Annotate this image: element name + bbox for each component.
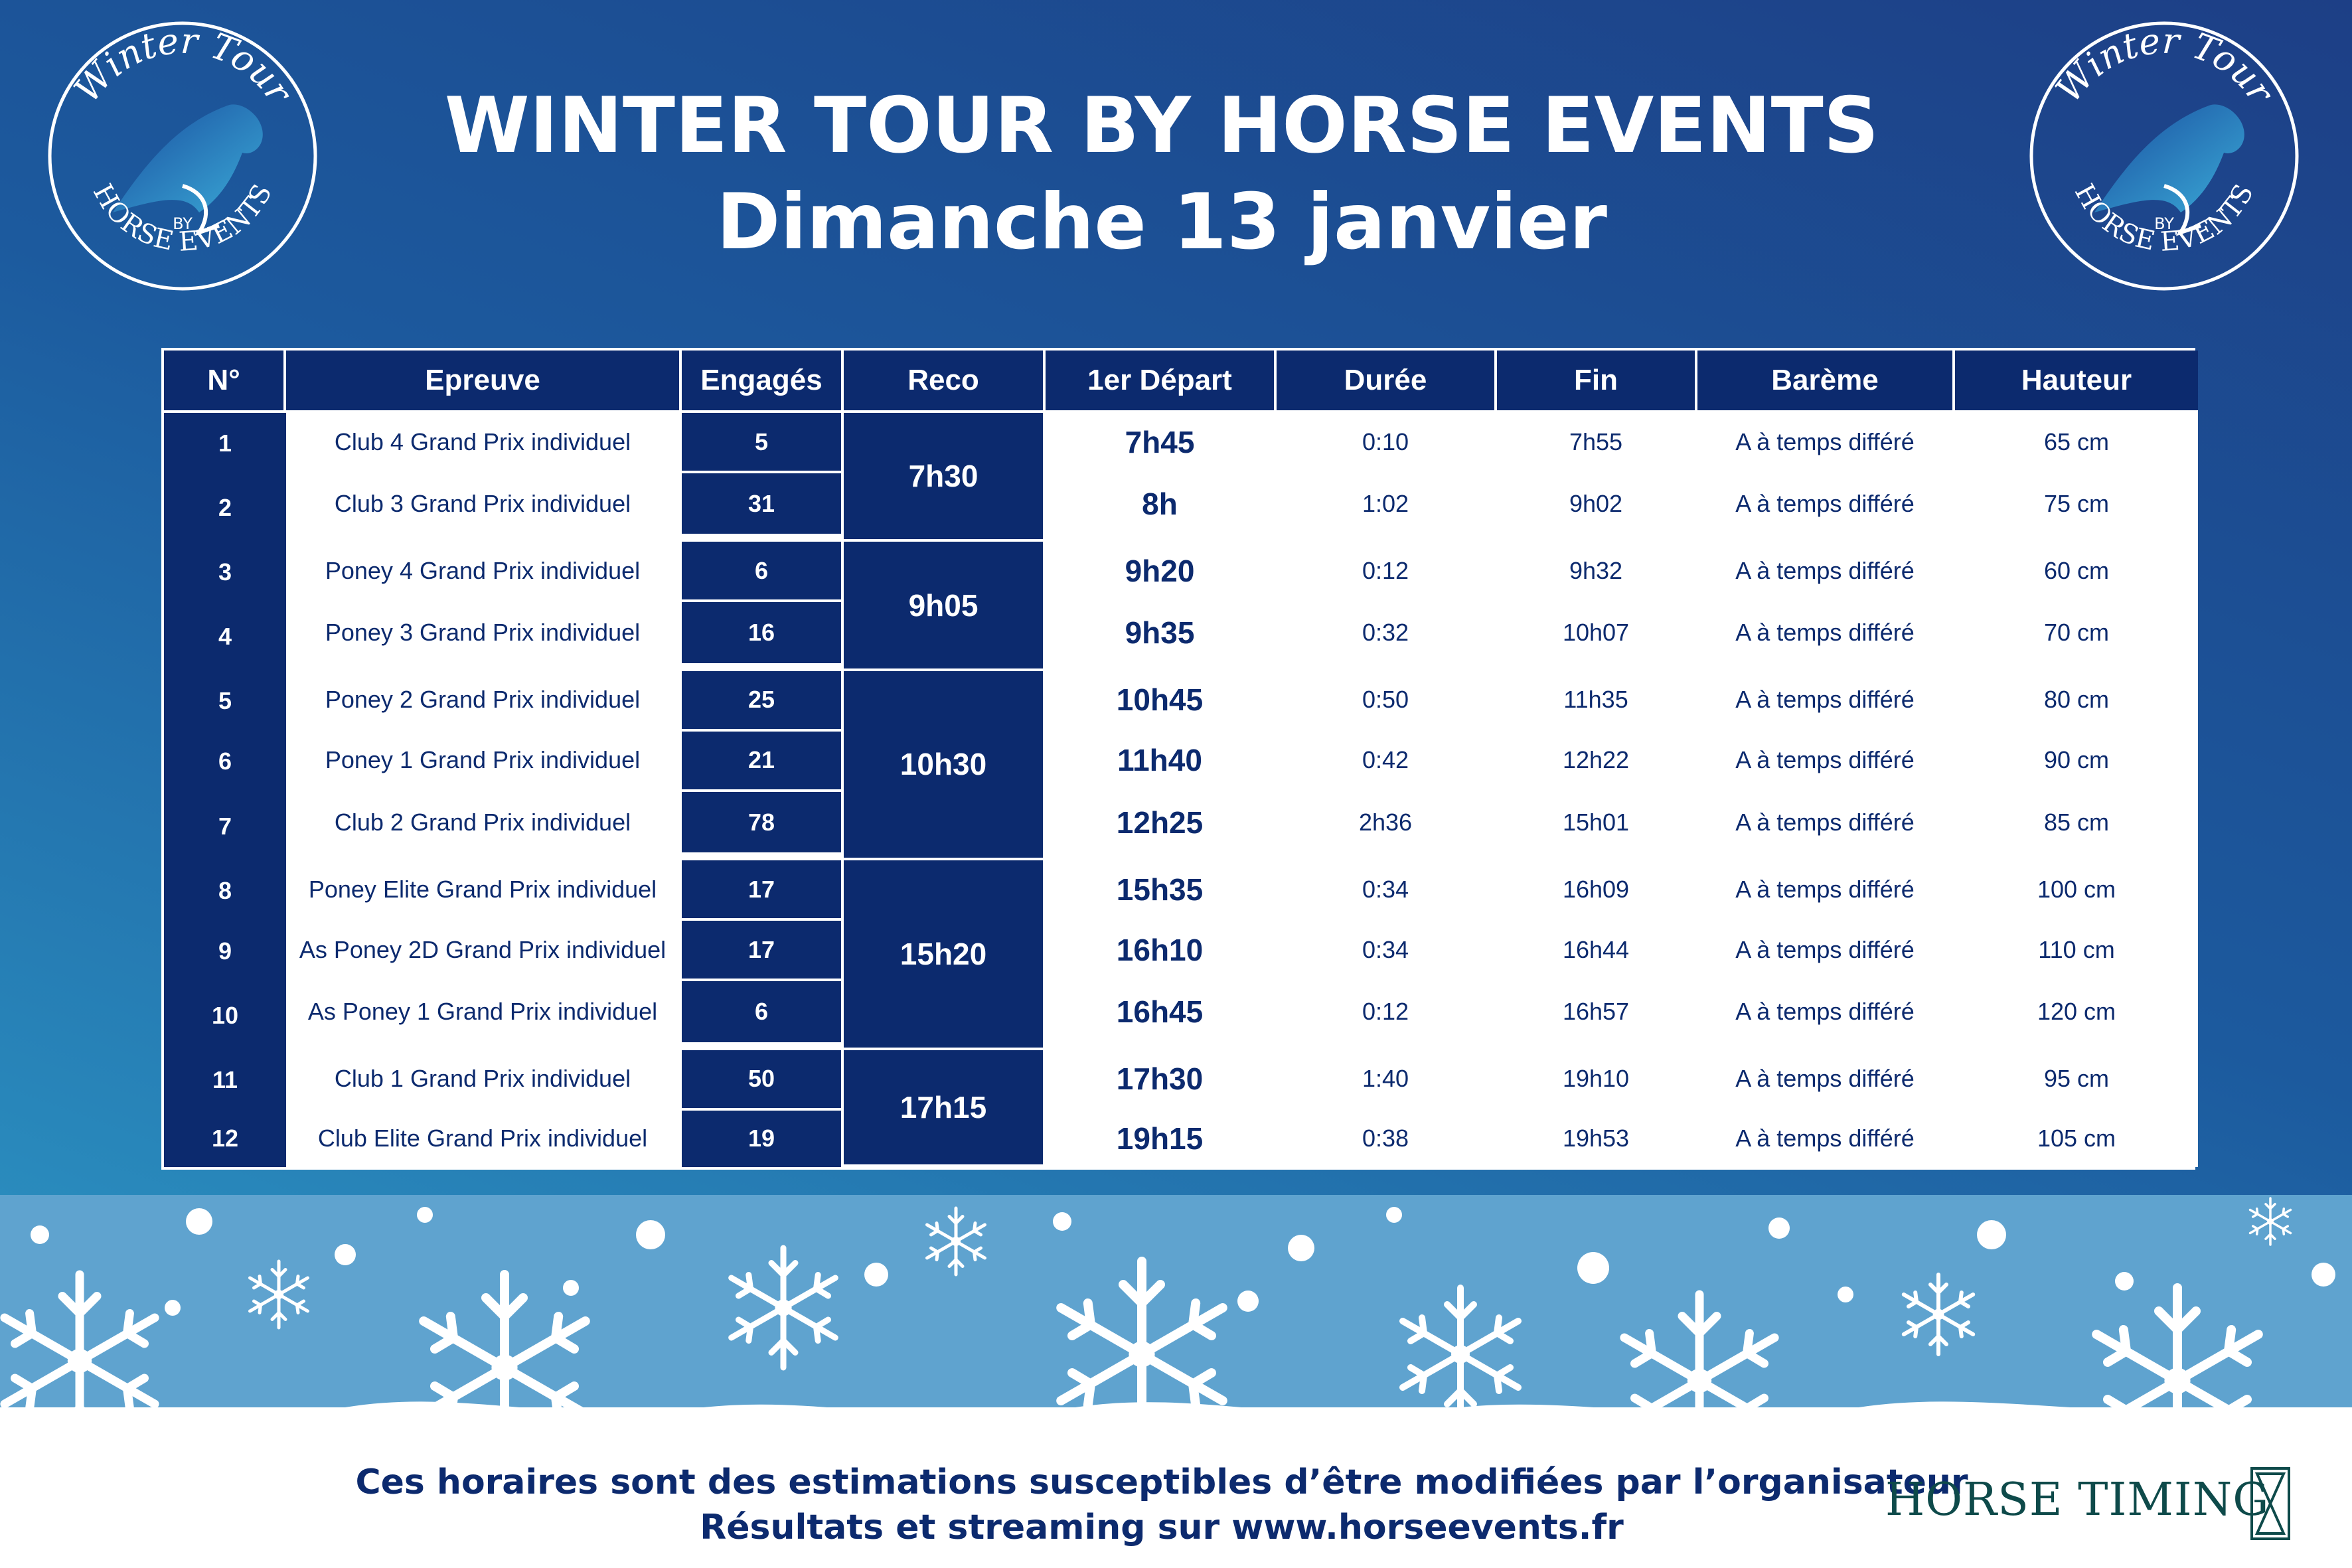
cell-bareme: A à temps différé [1697,671,1955,732]
cell-bareme: A à temps différé [1697,860,1955,921]
table-row [164,413,2198,473]
table-row [164,860,2198,921]
winter-tour-logo-left [40,13,325,299]
cell-reco: 7h30 [844,413,1046,542]
cell-fin: 11h35 [1497,671,1697,732]
cell-num: 5 [164,671,286,732]
cell-epreuve: As Poney 2D Grand Prix individuel [286,921,682,981]
cell-depart: 7h45 [1046,413,1277,473]
horse-head-icon [2094,104,2244,212]
header-reco: Reco [844,351,1046,413]
header-hauteur: Hauteur [1955,351,2198,413]
schedule-table [161,348,2195,1170]
cell-num: 1 [164,413,286,473]
cell-duree: 2h36 [1277,792,1497,860]
cell-hauteur: 60 cm [1955,542,2198,602]
cell-depart: 8h [1046,473,1277,542]
cell-hauteur: 70 cm [1955,602,2198,670]
cell-fin: 16h57 [1497,981,1697,1050]
cell-depart: 15h35 [1046,860,1277,921]
logo-top-text: Winter Tour [2047,19,2282,111]
header-epreuve: Epreuve [286,351,682,413]
cell-duree: 0:34 [1277,921,1497,981]
cell-epreuve: As Poney 1 Grand Prix individuel [286,981,682,1050]
cell-duree: 0:34 [1277,860,1497,921]
cell-num: 9 [164,921,286,981]
cell-num: 12 [164,1111,286,1167]
disclaimer-text: Ces horaires sont des estimations susceptibles d’être modifiées par l’organisateur [355,1462,1968,1502]
cell-bareme: A à temps différé [1697,473,1955,542]
header-fin: Fin [1497,351,1697,413]
cell-duree: 1:40 [1277,1050,1497,1111]
cell-bareme: A à temps différé [1697,792,1955,860]
horse-head-icon [113,104,263,212]
cell-epreuve: Poney Elite Grand Prix individuel [286,860,682,921]
cell-num: 7 [164,792,286,860]
cell-epreuve: Club 1 Grand Prix individuel [286,1050,682,1111]
cell-epreuve: Poney 2 Grand Prix individuel [286,671,682,732]
cell-hauteur: 110 cm [1955,921,2198,981]
cell-bareme: A à temps différé [1697,413,1955,473]
table-row [164,792,2198,860]
cell-depart: 16h10 [1046,921,1277,981]
cell-bareme: A à temps différé [1697,981,1955,1050]
cell-epreuve: Club 2 Grand Prix individuel [286,792,682,860]
cell-hauteur: 100 cm [1955,860,2198,921]
cell-epreuve: Poney 3 Grand Prix individuel [286,602,682,670]
cell-hauteur: 105 cm [1955,1111,2198,1167]
header-num: N° [164,351,286,413]
header-engages: Engagés [682,351,844,413]
cell-duree: 0:10 [1277,413,1497,473]
cell-num: 2 [164,473,286,542]
logo-by-text: BY [2154,214,2174,233]
svg-text:Winter Tour [66,20,301,112]
cell-fin: 9h32 [1497,542,1697,602]
page-title-block [0,80,2323,268]
cell-duree: 1:02 [1277,473,1497,542]
cell-bareme: A à temps différé [1697,921,1955,981]
cell-hauteur: 95 cm [1955,1050,2198,1111]
cell-hauteur: 65 cm [1955,413,2198,473]
cell-reco: 17h15 [844,1050,1046,1167]
cell-num: 8 [164,860,286,921]
cell-depart: 9h35 [1046,602,1277,670]
table-row [164,981,2198,1050]
cell-engages: 17 [682,921,844,981]
cell-depart: 16h45 [1046,981,1277,1050]
cell-hauteur: 90 cm [1955,732,2198,792]
table-row [164,473,2198,542]
cell-fin: 12h22 [1497,732,1697,792]
cell-engages: 5 [682,413,844,473]
cell-hauteur: 120 cm [1955,981,2198,1050]
cell-duree: 0:38 [1277,1111,1497,1167]
page-title: WINTER TOUR BY HORSE EVENTS [444,81,1879,171]
cell-depart: 17h30 [1046,1050,1277,1111]
cell-duree: 0:12 [1277,981,1497,1050]
cell-epreuve: Poney 4 Grand Prix individuel [286,542,682,602]
cell-depart: 9h20 [1046,542,1277,602]
cell-duree: 0:12 [1277,542,1497,602]
cell-num: 3 [164,542,286,602]
cell-engages: 19 [682,1111,844,1167]
table-row [164,542,2198,602]
cell-engages: 16 [682,602,844,670]
table-row [164,602,2198,670]
cell-engages: 21 [682,732,844,792]
cell-duree: 0:42 [1277,732,1497,792]
cell-fin: 19h10 [1497,1050,1697,1111]
cell-bareme: A à temps différé [1697,732,1955,792]
cell-duree: 0:32 [1277,602,1497,670]
logo-by-text: BY [173,214,193,233]
cell-engages: 25 [682,671,844,732]
cell-engages: 6 [682,981,844,1050]
cell-engages: 31 [682,473,844,542]
cell-epreuve: Club Elite Grand Prix individuel [286,1111,682,1167]
cell-num: 10 [164,981,286,1050]
header-bareme: Barème [1697,351,1955,413]
cell-num: 6 [164,732,286,792]
table-row [164,732,2198,792]
cell-hauteur: 85 cm [1955,792,2198,860]
cell-num: 4 [164,602,286,670]
cell-fin: 16h09 [1497,860,1697,921]
cell-fin: 10h07 [1497,602,1697,670]
table-row [164,671,2198,732]
winter-tour-logo-right [2021,13,2307,299]
cell-bareme: A à temps différé [1697,602,1955,670]
table-row [164,1111,2198,1167]
streaming-text: Résultats et streaming sur www.horseevents.fr [700,1507,1624,1547]
cell-bareme: A à temps différé [1697,1050,1955,1111]
cell-hauteur: 75 cm [1955,473,2198,542]
logo-top-text: Winter Tour [66,19,301,111]
horse-timing-brand: HORSE TIMING [1885,1474,2270,1526]
logo-bottom-text: HORSE EVENTS [86,179,278,258]
cell-reco: 10h30 [844,671,1046,860]
cell-reco: 15h20 [844,860,1046,1050]
svg-text:Winter Tour [2047,20,2283,112]
cell-epreuve: Club 3 Grand Prix individuel [286,473,682,542]
header-depart: 1er Départ [1046,351,1277,413]
cell-engages: 17 [682,860,844,921]
cell-engages: 50 [682,1050,844,1111]
cell-depart: 12h25 [1046,792,1277,860]
header-duree: Durée [1277,351,1497,413]
cell-reco: 9h05 [844,542,1046,670]
cell-engages: 6 [682,542,844,602]
cell-epreuve: Club 4 Grand Prix individuel [286,413,682,473]
cell-engages: 78 [682,792,844,860]
page-subtitle: Dimanche 13 janvier [716,177,1607,268]
table-row [164,921,2198,981]
cell-depart: 10h45 [1046,671,1277,732]
table-header-row [164,351,2198,413]
cell-duree: 0:50 [1277,671,1497,732]
cell-num: 11 [164,1050,286,1111]
cell-fin: 15h01 [1497,792,1697,860]
table-row [164,1050,2198,1111]
cell-depart: 19h15 [1046,1111,1277,1167]
cell-epreuve: Poney 1 Grand Prix individuel [286,732,682,792]
cell-hauteur: 80 cm [1955,671,2198,732]
cell-fin: 19h53 [1497,1111,1697,1167]
cell-bareme: A à temps différé [1697,1111,1955,1167]
logo-bottom-text: HORSE EVENTS [2068,179,2260,258]
cell-fin: 16h44 [1497,921,1697,981]
cell-depart: 11h40 [1046,732,1277,792]
hourglass-icon [2250,1467,2290,1540]
cell-fin: 9h02 [1497,473,1697,542]
cell-fin: 7h55 [1497,413,1697,473]
cell-bareme: A à temps différé [1697,542,1955,602]
